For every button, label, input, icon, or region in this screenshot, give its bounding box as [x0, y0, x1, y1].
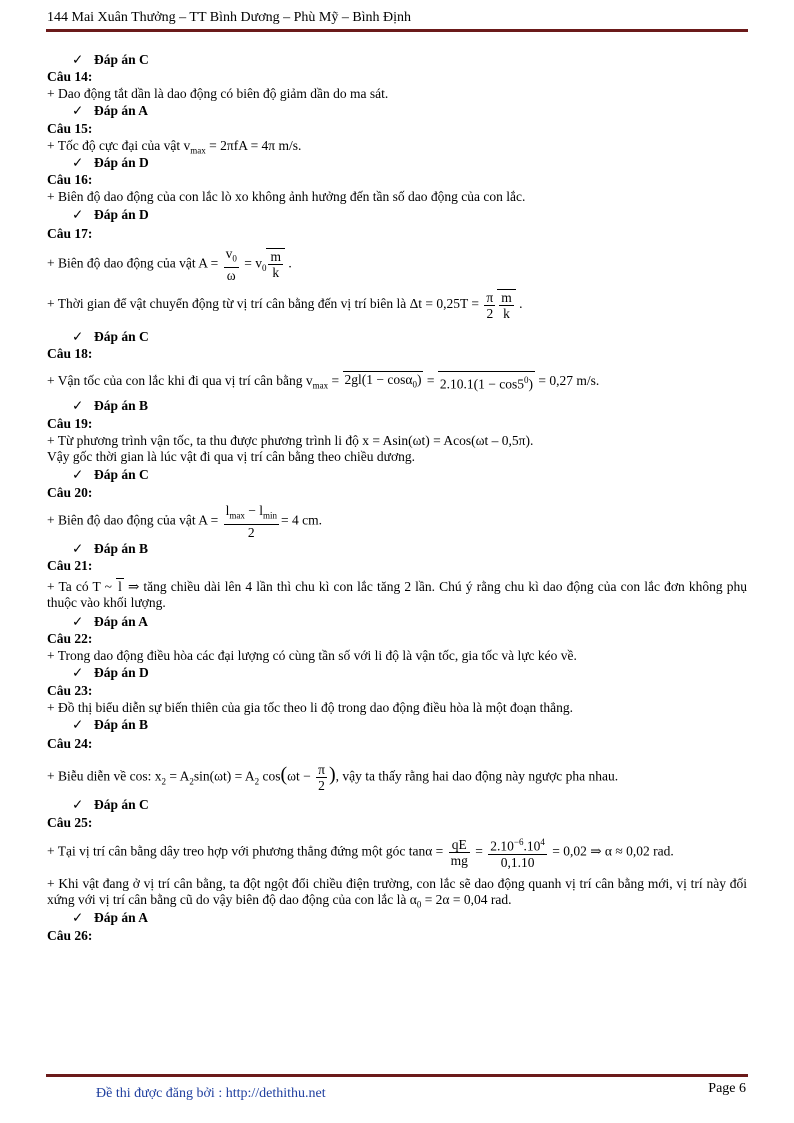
- answer-line: [72, 155, 149, 171]
- solution-part: + Vận tốc của con lắc khi đi qua vị trí cân bằng v: [47, 372, 313, 388]
- check-icon: ✓: [72, 797, 84, 812]
- check-icon: ✓: [72, 207, 84, 222]
- check-icon: ✓: [72, 665, 84, 680]
- solution-formula: + Thời gian để vật chuyển động từ vị trí cân bằng đến vị trí biên là Δt = 0,25T = $\frac{\pi}{2}$ $\frac{m}{k}$ .: [47, 289, 523, 321]
- answer-line: [72, 467, 149, 483]
- answer-text: Đáp án D: [94, 207, 149, 222]
- header-rule: [46, 29, 748, 32]
- solution-text: + Trong dao động điều hòa các đại lượng có cùng tần số với li độ là vận tốc, gia tốc và lực kéo về.: [47, 648, 577, 663]
- solution-text: + Từ phương trình vận tốc, ta thu được phương trình li độ x = Asin(ωt) = Acos(ωt – 0,5π).: [47, 433, 534, 448]
- solution-part: + Khi vật đang ở vị trí cân bằng, ta đột ngột đổi chiều điện trường, con lắc sẽ dao động quanh vị trí cân bằng mới, vị trí này đối xứng với vị trí cân bằng cũ do vậy biên độ dao động của con lắc là α: [47, 876, 747, 907]
- check-icon: ✓: [72, 910, 84, 925]
- solution-part: ⇒ tăng chiều dài lên 4 lần thì chu kì con lắc tăng 2 lần. Chú ý rằng chu kì dao động của con lắc đơn không phụ thuộc vào khối lượng.: [47, 579, 747, 610]
- solution-part: = 0,02 ⇒ α ≈ 0,02 rad.: [552, 843, 674, 859]
- question-label: Câu 17:: [47, 226, 93, 241]
- question-label: Câu 26:: [47, 928, 93, 943]
- solution-text: + Ta có T ~ l ⇒ tăng chiều dài lên 4 lần thì chu kì con lắc tăng 2 lần. Chú ý rằng chu kì dao động của con lắc đơn không phụ thuộc vào khối lượng.: [47, 579, 747, 610]
- check-icon: ✓: [72, 398, 84, 413]
- footer-link[interactable]: Đề thi được đăng bởi : http://dethithu.net: [96, 1086, 326, 1101]
- question-label: Câu 16:: [47, 172, 93, 187]
- solution-part: = 4 cm.: [280, 512, 322, 528]
- answer-text: Đáp án C: [94, 797, 149, 812]
- answer-text: Đáp án D: [94, 665, 149, 680]
- question-label: Câu 15:: [47, 121, 93, 136]
- answer-text: Đáp án A: [94, 614, 149, 629]
- answer-text: Đáp án C: [94, 467, 149, 482]
- answer-line: [72, 665, 149, 681]
- solution-formula: + Vận tốc của con lắc khi đi qua vị trí cân bằng $v_{max} = 2gl(1 - \cos\alpha_0) = 2.10.1(1 - \cos 5^0) = 0,27$ m/s.: [47, 372, 600, 392]
- answer-line: [72, 541, 148, 557]
- solution-part: + Tốc độ cực đại của vật v: [47, 138, 191, 153]
- solution-part: + Biên độ dao động của vật A =: [47, 512, 219, 528]
- solution-part: + Tại vị trí cân bằng dây treo hợp với phương thẳng đứng một góc tanα =: [47, 843, 444, 859]
- answer-text: Đáp án A: [94, 103, 149, 118]
- answer-text: Đáp án A: [94, 910, 149, 925]
- question-label: Câu 25:: [47, 815, 93, 830]
- answer-line: [72, 398, 148, 414]
- page-number: Page 6: [708, 1081, 746, 1096]
- answer-text: Đáp án D: [94, 155, 149, 170]
- question-label: Câu 22:: [47, 631, 93, 646]
- solution-part: + Ta có T ~: [47, 579, 117, 594]
- answer-line: [72, 797, 149, 813]
- solution-part: = 0,27 m/s.: [534, 372, 600, 388]
- answer-text: Đáp án B: [94, 541, 149, 556]
- check-icon: ✓: [72, 541, 84, 556]
- solution-text: Vậy gốc thời gian là lúc vật đi qua vị trí cân bằng theo chiều dương.: [47, 449, 415, 464]
- solution-text: + Biên độ dao động của con lắc lò xo không ảnh hưởng đến tần số dao động của con lắc.: [47, 189, 526, 204]
- check-icon: ✓: [72, 155, 84, 170]
- question-label: Câu 20:: [47, 485, 93, 500]
- solution-part: + Biễu diễn về cos: x: [47, 768, 162, 784]
- solution-text: + Đồ thị biểu diễn sự biến thiên của gia tốc theo li độ trong dao động điều hòa là một đoạn thẳng.: [47, 700, 573, 715]
- solution-formula: + Biễu diễn về cos: $x_2 = A_2\sin(\omega t) = A_2$ cos(ωt − $\frac{\pi}{2}$ ), vậy ta thấy rằng hai dao động này ngược pha nhau.: [47, 762, 619, 793]
- answer-line: [72, 207, 149, 223]
- solution-part: = 2πfA = 4π m/s.: [205, 138, 302, 153]
- answer-line: [72, 614, 148, 630]
- question-label: Câu 21:: [47, 558, 93, 573]
- check-icon: ✓: [72, 103, 84, 118]
- solution-part: , vậy ta thấy rằng hai dao động này ngược pha nhau.: [335, 768, 619, 784]
- solution-part: + Thời gian để vật chuyển động từ vị trí cân bằng đến vị trí biên là Δt = 0,25T =: [47, 296, 480, 312]
- check-icon: ✓: [72, 52, 84, 67]
- question-label: Câu 14:: [47, 69, 93, 84]
- answer-text: Đáp án B: [94, 398, 149, 413]
- question-label: Câu 19:: [47, 416, 93, 431]
- solution-formula: + Tại vị trí cân bằng dây treo hợp với phương thẳng đứng một góc tanα = $\frac{qE}{mg}$ = $\frac{2.10^{-6}.10^4}{0,1.10}$ = 0,02 ⇒ α ≈ 0,02 rad.: [47, 836, 674, 870]
- check-icon: ✓: [72, 329, 84, 344]
- solution-part: = 2α = 0,04 rad.: [421, 892, 512, 907]
- check-icon: ✓: [72, 467, 84, 482]
- answer-text: Đáp án B: [94, 717, 149, 732]
- solution-text: + Tốc độ cực đại của vật $v_{max} = 2\pi fA = 4\pi$ m/s.: [47, 138, 302, 156]
- solution-text: + Dao động tắt dần là dao động có biên độ giảm dần do ma sát.: [47, 86, 389, 101]
- solution-formula: + Biên độ dao động của vật A = $\frac{v_0}{\omega}$ = $v_0$ $\frac{m}{k}$ .: [47, 246, 292, 283]
- question-label: Câu 23:: [47, 683, 93, 698]
- solution-part: + Biên độ dao động của vật A =: [47, 255, 219, 271]
- solution-formula: + Biên độ dao động của vật A = $\frac{l_{max} - l_{min}}{2}$ = 4 cm.: [47, 503, 322, 540]
- check-icon: ✓: [72, 614, 84, 629]
- answer-line: [72, 52, 149, 68]
- question-label: Câu 24:: [47, 736, 93, 751]
- page-header: 144 Mai Xuân Thưởng – TT Bình Dương – Phù Mỹ – Bình Định: [47, 10, 412, 25]
- answer-text: Đáp án C: [94, 329, 149, 344]
- footer-rule: [46, 1074, 748, 1077]
- answer-line: [72, 910, 148, 926]
- check-icon: ✓: [72, 717, 84, 732]
- answer-line: [72, 329, 149, 345]
- answer-line: [72, 103, 148, 119]
- question-label: Câu 18:: [47, 346, 93, 361]
- answer-line: [72, 717, 148, 733]
- answer-text: Đáp án C: [94, 52, 149, 67]
- solution-text: + Khi vật đang ở vị trí cân bằng, ta đột ngột đổi chiều điện trường, con lắc sẽ dao động quanh vị trí cân bằng mới, vị trí này đối xứng với vị trí cân bằng cũ do vậy biên độ dao động của con lắc là $\alpha_0 = 2\alpha = 0,04$ rad.: [47, 876, 747, 910]
